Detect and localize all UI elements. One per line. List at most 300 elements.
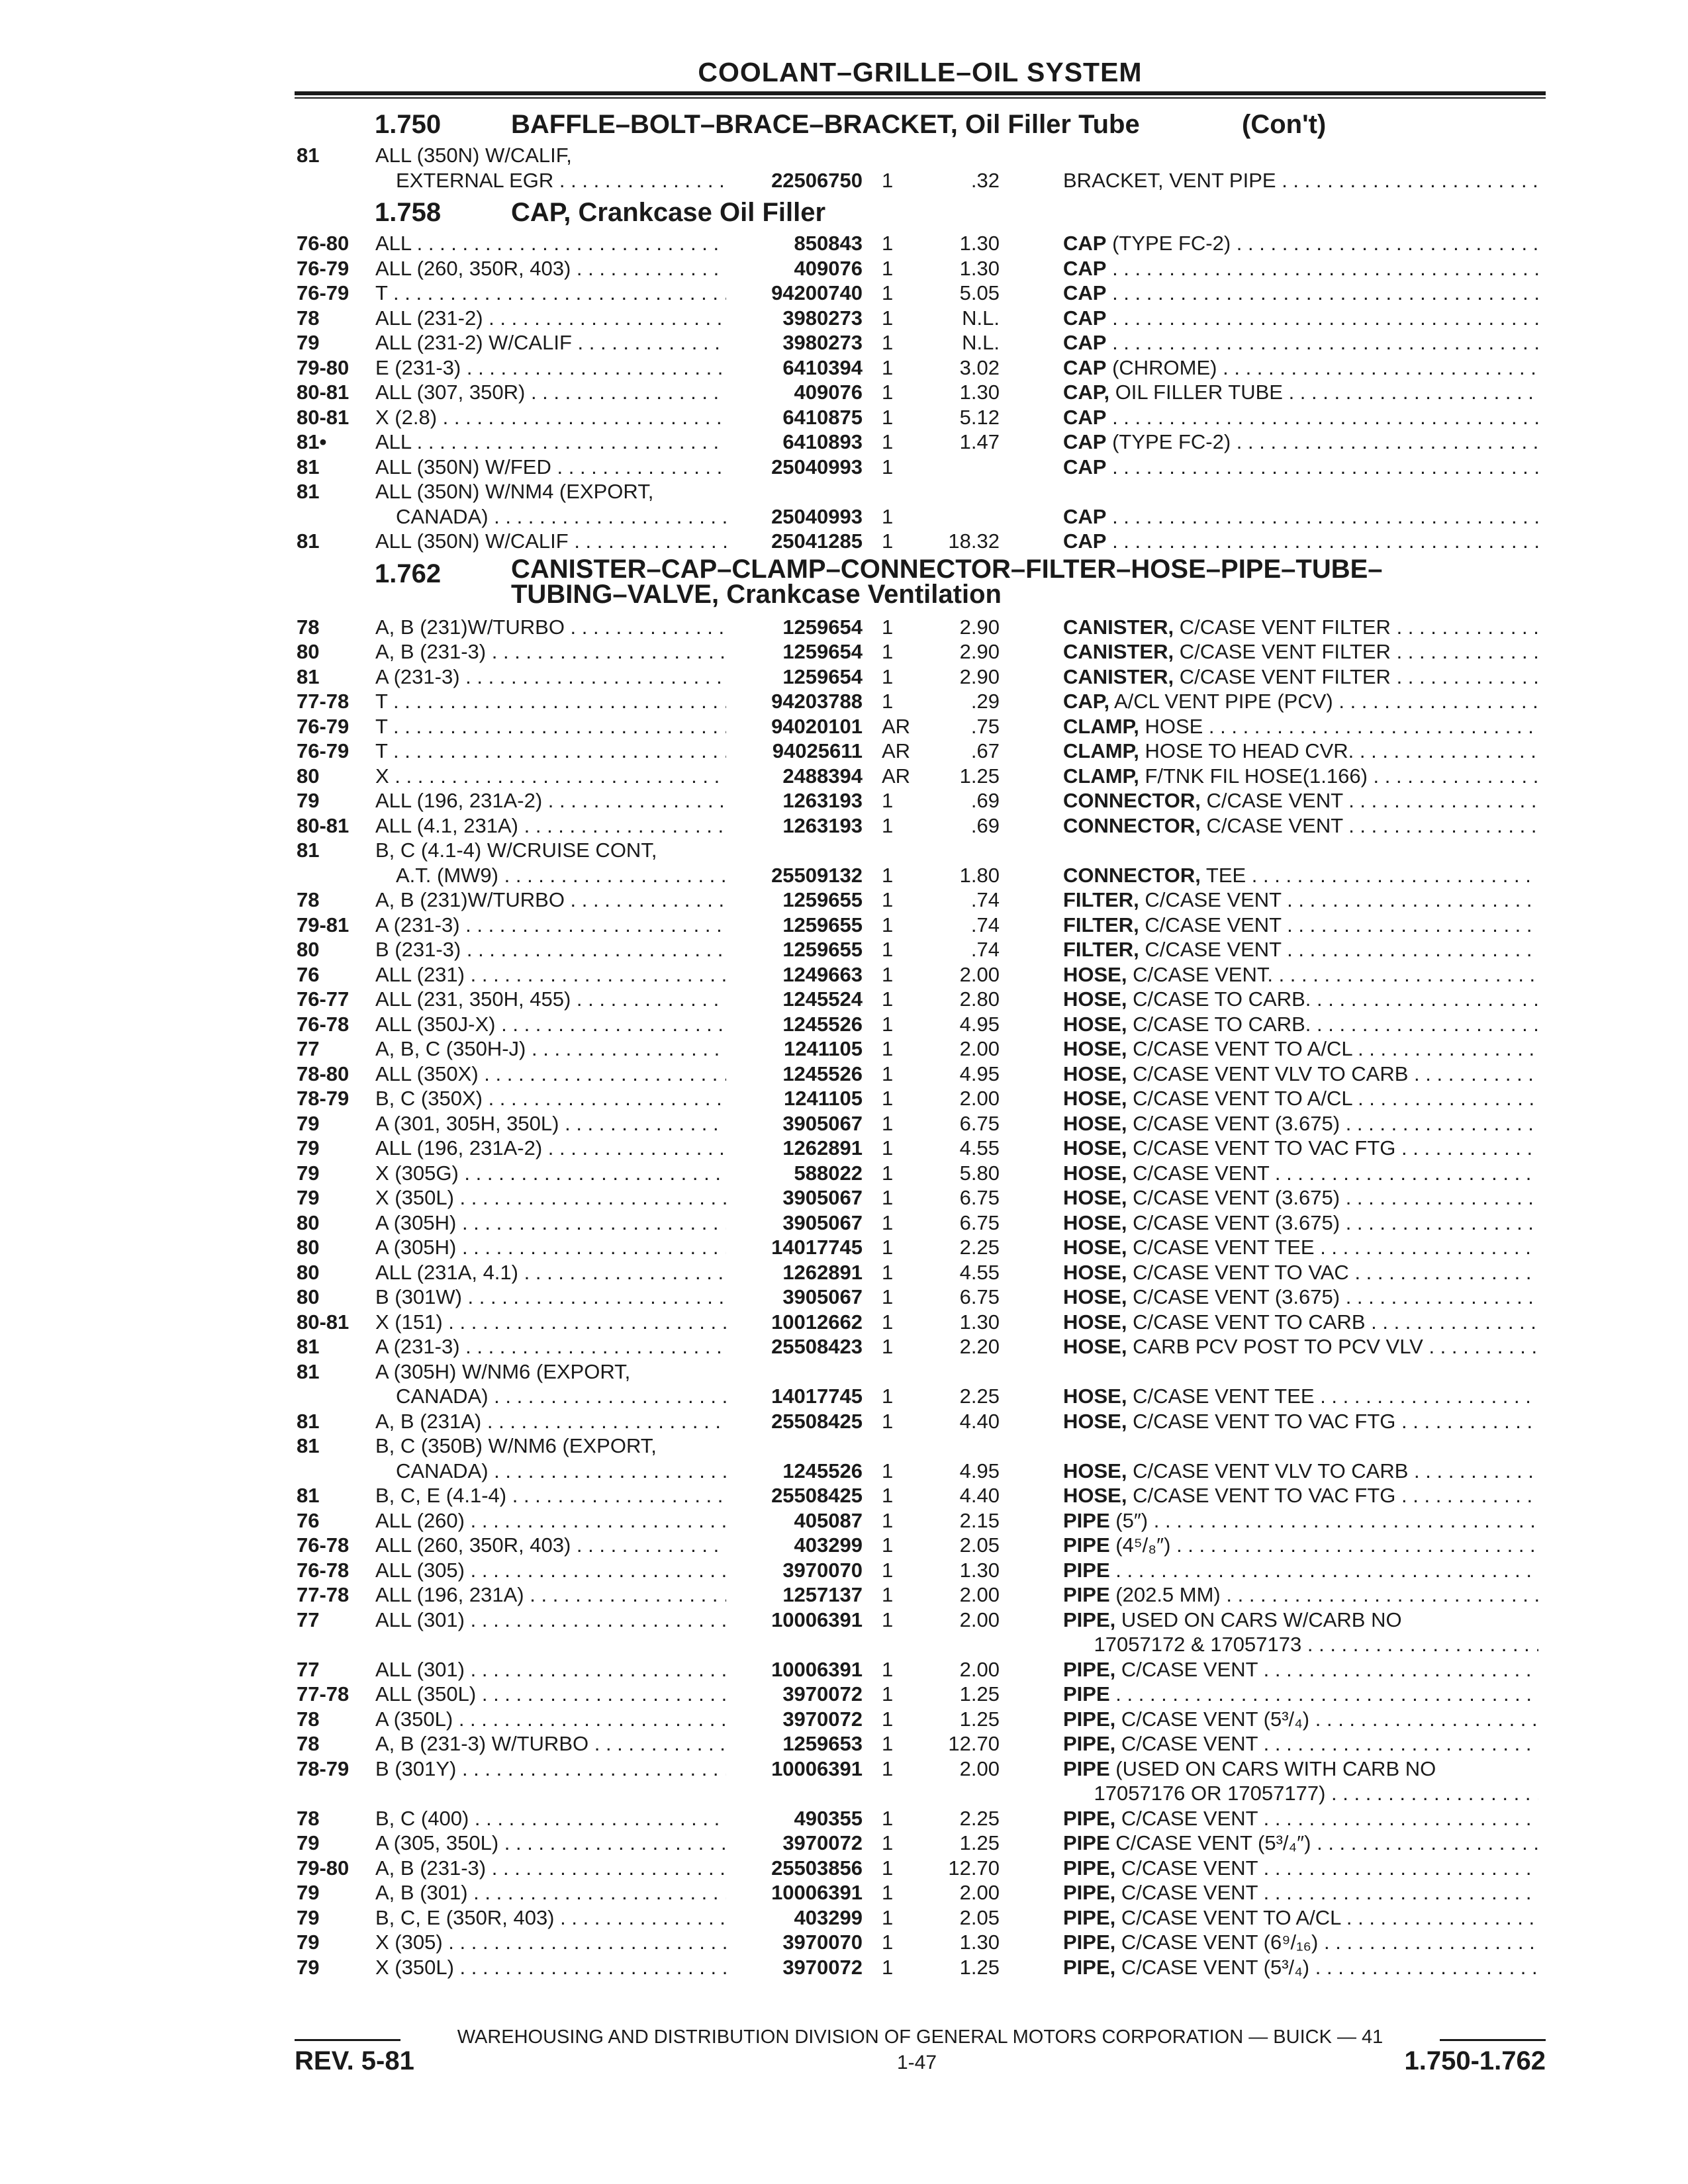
section-title-line: CANISTER–CAP–CLAMP–CONNECTOR–FILTER–HOSE–PIPE–TUBE– [511, 554, 1383, 584]
model-cell: A, B (231A) . . . [375, 1409, 726, 1434]
parts-row [0, 405, 1688, 430]
description-cell [1063, 281, 1538, 306]
part-number-cell: 409076 [794, 381, 863, 404]
year-cell: 80 [297, 640, 320, 663]
description-text: C/CASE VENT (5³/₄) [1115, 1955, 1310, 1979]
description-text: C/CASE VENT VLV TO CARB [1127, 1459, 1409, 1482]
description-text: (TYPE FC-2) [1106, 232, 1231, 255]
description-cell [1063, 430, 1538, 455]
model-cell: ALL (350N) W/CALIF . . . [375, 529, 726, 554]
description-text: C/CASE VENT (3.675) [1127, 1285, 1340, 1308]
price-cell: 4.55 [959, 1260, 1000, 1284]
parts-row [0, 962, 1688, 987]
section-header [0, 193, 1688, 231]
description-cell [1063, 739, 1538, 764]
price-cell: 2.20 [959, 1335, 1000, 1358]
year-cell: 80 [297, 938, 320, 961]
quantity-cell: 1 [882, 1062, 894, 1085]
parts-row [0, 1880, 1688, 1905]
part-number-cell: 1263193 [782, 813, 863, 837]
description-text: C/CASE VENT [1139, 913, 1282, 936]
description-keyword: CANISTER, [1063, 664, 1174, 688]
model-cell: ALL (231A, 4.1) . . . [375, 1260, 726, 1285]
description-cell [1063, 529, 1538, 554]
quantity-cell: 1 [882, 690, 894, 713]
quantity-cell: 1 [882, 232, 894, 255]
year-cell: 79-80 [297, 355, 350, 379]
model-cell: A, B (231)W/TURBO . . . [375, 615, 726, 640]
part-number-cell: 25040993 [771, 504, 863, 528]
description-cell [1063, 405, 1538, 430]
model-cell: A (305H) W/NM6 (EXPORT, [375, 1359, 631, 1383]
year-cell: 81 [297, 1409, 320, 1433]
description-cell [1063, 504, 1538, 529]
description-keyword: PIPE, [1063, 1657, 1116, 1681]
model-cell: B, C (4.1-4) W/CRUISE CONT, [375, 839, 657, 862]
model-cell: ALL (350J-X) . . . [375, 1012, 726, 1037]
description-text: C/CASE VENT VLV TO CARB [1127, 1062, 1409, 1085]
model-cell: ALL (301) . . . [375, 1657, 726, 1682]
description-cell [1063, 1334, 1538, 1359]
quantity-cell: 1 [882, 888, 894, 911]
description-text: C/CASE VENT [1115, 1732, 1258, 1755]
section-title [511, 198, 825, 228]
year-cell: 80-81 [297, 1310, 350, 1334]
quantity-cell: 1 [882, 1236, 894, 1259]
parts-row [0, 430, 1688, 455]
price-cell: 4.40 [959, 1484, 1000, 1507]
footer-publisher: WAREHOUSING AND DISTRIBUTION DIVISION OF GENERAL MOTORS CORPORATION — BUICK — 41 [457, 2026, 1383, 2048]
section-title [511, 110, 1140, 140]
parts-row [0, 838, 1688, 863]
model-cell: B, C (350B) W/NM6 (EXPORT, [375, 1434, 657, 1457]
description-keyword: CONNECTOR, [1063, 813, 1201, 837]
part-number-cell: 22506750 [771, 168, 863, 192]
model-cell: ALL (231-2) W/CALIF . . . [375, 330, 726, 355]
quantity-cell: 1 [882, 405, 894, 429]
part-number-cell: 25508423 [771, 1335, 863, 1358]
quantity-cell: AR [882, 714, 911, 738]
parts-row [0, 1384, 1688, 1409]
description-keyword: FILTER, [1063, 938, 1139, 961]
part-number-cell: 94200740 [771, 281, 863, 304]
price-cell: 2.05 [959, 1533, 1000, 1557]
description-keyword: CAP [1063, 405, 1107, 429]
description-text: (202.5 MM) [1109, 1583, 1221, 1606]
model-cell: X (350L) . . . [375, 1955, 726, 1980]
description-keyword: PIPE, [1063, 1931, 1116, 1954]
price-cell: .29 [970, 690, 1000, 713]
part-number-cell: 3970070 [782, 1558, 863, 1582]
price-cell: 5.05 [959, 281, 1000, 304]
part-number-cell: 10006391 [771, 1657, 863, 1681]
model-cell: X (350L) . . . [375, 1185, 726, 1210]
price-cell: 4.95 [959, 1062, 1000, 1085]
description-keyword: HOSE, [1063, 1136, 1127, 1160]
parts-row [0, 1161, 1688, 1186]
part-number-cell: 405087 [794, 1508, 863, 1532]
description-cell [1063, 1831, 1538, 1856]
section-header [0, 105, 1688, 143]
description-cell [1063, 330, 1538, 355]
quantity-cell: 1 [882, 1732, 894, 1755]
description-cell [1063, 256, 1538, 281]
description-keyword: HOSE, [1063, 1310, 1127, 1334]
year-cell: 81 [297, 1359, 320, 1383]
parts-row [0, 1459, 1688, 1484]
description-text: C/CASE VENT [1115, 1881, 1258, 1904]
year-cell: 76-79 [297, 256, 350, 280]
quantity-cell: 1 [882, 168, 894, 192]
parts-row [0, 714, 1688, 739]
parts-row [0, 168, 1688, 193]
year-cell: 78 [297, 888, 320, 911]
price-cell: 6.75 [959, 1210, 1000, 1234]
model-cell: ALL (196, 231A-2) . . . [375, 788, 726, 813]
year-cell: 81 [297, 664, 320, 688]
description-text: TEE [1200, 863, 1246, 887]
parts-row [0, 1334, 1688, 1359]
description-cell [1063, 913, 1538, 938]
description-text: C/CASE VENT (5³/₄″) [1109, 1831, 1311, 1854]
description-cell [1063, 788, 1538, 813]
description-text: C/CASE VENT TEE [1127, 1385, 1315, 1408]
parts-row [0, 1756, 1688, 1782]
year-cell: 81 [297, 1434, 320, 1457]
quantity-cell: 1 [882, 1260, 894, 1284]
price-cell: .69 [970, 813, 1000, 837]
price-cell: 12.70 [948, 1732, 1000, 1755]
part-number-cell: 1245524 [782, 987, 863, 1011]
quantity-cell: 1 [882, 1459, 894, 1482]
model-cell: ALL (231-2) . . . [375, 306, 726, 331]
part-number-cell: 3905067 [782, 1210, 863, 1234]
parts-row [0, 330, 1688, 355]
description-cell [1063, 863, 1538, 888]
section-header [0, 554, 1688, 615]
description-keyword: CAP [1063, 331, 1107, 354]
parts-list [0, 105, 1688, 1979]
parts-row [0, 1235, 1688, 1260]
model-cell: A.T. (MW9) . . . [375, 863, 726, 888]
description-keyword: CAP [1063, 306, 1107, 330]
price-cell: 1.30 [959, 1931, 1000, 1954]
parts-row [0, 1111, 1688, 1136]
parts-row [0, 1831, 1688, 1856]
quantity-cell: 1 [882, 1657, 894, 1681]
part-number-cell: 1259654 [782, 615, 863, 639]
description-text: C/CASE VENT TO VAC FTG [1127, 1136, 1396, 1160]
price-cell: N.L. [962, 331, 1000, 354]
parts-row [0, 788, 1688, 813]
year-cell: 78 [297, 1707, 320, 1731]
quantity-cell: 1 [882, 1210, 894, 1234]
quantity-cell: 1 [882, 1558, 894, 1582]
quantity-cell: 1 [882, 1831, 894, 1854]
description-keyword: CLAMP, [1063, 714, 1139, 738]
parts-row [0, 1086, 1688, 1111]
section-title [511, 554, 1383, 609]
year-cell: 77 [297, 1657, 320, 1681]
part-number-cell: 1259654 [782, 640, 863, 663]
description-text: A/CL VENT PIPE (PCV) [1109, 690, 1333, 713]
year-cell: 79 [297, 331, 320, 354]
parts-row [0, 479, 1688, 504]
year-cell: 76-78 [297, 1533, 350, 1557]
model-cell: A (231-3) . . . [375, 913, 726, 938]
model-cell: ALL (260) . . . [375, 1508, 726, 1533]
description-cell [1063, 615, 1538, 640]
year-cell: 81 [297, 455, 320, 478]
description-text: OIL FILLER TUBE [1109, 381, 1283, 404]
price-cell: 4.95 [959, 1459, 1000, 1482]
year-cell: 77 [297, 1608, 320, 1631]
description-text: C/CASE VENT (3.675) [1127, 1186, 1340, 1209]
description-text: C/CASE VENT FILTER [1174, 615, 1391, 639]
year-cell: 76-79 [297, 281, 350, 304]
footer-rule-right [1440, 2039, 1546, 2041]
description-keyword: PIPE, [1063, 1881, 1116, 1904]
model-cell: X (305) . . . [375, 1930, 726, 1955]
year-cell: 77-78 [297, 1682, 350, 1706]
year-cell: 80 [297, 1285, 320, 1308]
price-cell: 1.80 [959, 863, 1000, 887]
model-cell: A (301, 305H, 350L) . . . [375, 1111, 726, 1136]
description-cell [1063, 1707, 1538, 1732]
parts-row [0, 1682, 1688, 1707]
part-number-cell: 25040993 [771, 455, 863, 478]
price-cell: 6.75 [959, 1186, 1000, 1209]
description-keyword: HOSE, [1063, 1335, 1127, 1358]
year-cell: 81 [297, 1484, 320, 1507]
model-cell: E (231-3) . . . [375, 355, 726, 381]
part-number-cell: 1262891 [782, 1260, 863, 1284]
description-cell [1063, 306, 1538, 331]
year-cell: 79 [297, 1186, 320, 1209]
description-cell [1063, 714, 1538, 739]
description-text: C/CASE VENT (6⁹/₁₆) [1115, 1931, 1319, 1954]
year-cell: 79-80 [297, 1856, 350, 1880]
model-cell: T . . . [375, 714, 726, 739]
parts-row [0, 143, 1688, 168]
description-cell [1063, 231, 1538, 256]
description-cell [1063, 1185, 1538, 1210]
description-keyword: CONNECTOR, [1063, 863, 1201, 887]
quantity-cell: 1 [882, 1285, 894, 1308]
description-text: CARB PCV POST TO PCV VLV [1127, 1335, 1423, 1358]
quantity-cell: 1 [882, 938, 894, 961]
description-text: HOSE TO HEAD CVR. [1139, 739, 1354, 762]
parts-row [0, 1285, 1688, 1310]
description-keyword: CANISTER, [1063, 615, 1174, 639]
parts-row [0, 1657, 1688, 1682]
year-cell: 78-80 [297, 1062, 350, 1085]
part-number-cell: 10006391 [771, 1881, 863, 1904]
price-cell: .69 [970, 789, 1000, 812]
year-cell: 80-81 [297, 381, 350, 404]
model-cell: ALL (350N) W/FED . . . [375, 455, 726, 480]
price-cell: 2.90 [959, 615, 1000, 639]
description-cell [1063, 1260, 1538, 1285]
part-number-cell: 1259655 [782, 938, 863, 961]
price-cell: 1.30 [959, 256, 1000, 280]
price-cell: 1.25 [959, 764, 1000, 788]
quantity-cell: AR [882, 764, 911, 788]
part-number-cell: 6410394 [782, 355, 863, 379]
quantity-cell: 1 [882, 381, 894, 404]
parts-row [0, 1359, 1688, 1385]
year-cell: 78 [297, 306, 320, 330]
description-text: C/CASE VENT TO A/CL [1127, 1087, 1352, 1110]
title-rule-thin [295, 97, 1546, 99]
model-cell: B (231-3) . . . [375, 937, 726, 962]
description-cell [1063, 887, 1538, 913]
description-cell [1063, 1558, 1538, 1583]
part-number-cell: 403299 [794, 1905, 863, 1929]
parts-row [0, 863, 1688, 888]
price-cell: 6.75 [959, 1111, 1000, 1135]
description-text: C/CASE VENT TO A/CL [1115, 1905, 1341, 1929]
year-cell: 77-78 [297, 1583, 350, 1606]
description-keyword: PIPE [1063, 1831, 1110, 1854]
description-text: BRACKET, VENT PIPE [1063, 168, 1276, 192]
description-text: C/CASE VENT [1200, 813, 1343, 837]
quantity-cell: 1 [882, 281, 894, 304]
year-cell: 77 [297, 1037, 320, 1060]
description-keyword: CAP [1063, 529, 1107, 553]
part-number-cell: 1245526 [782, 1012, 863, 1036]
price-cell: .75 [970, 714, 1000, 738]
part-number-cell: 3905067 [782, 1186, 863, 1209]
quantity-cell: 1 [882, 962, 894, 986]
quantity-cell: 1 [882, 789, 894, 812]
parts-row [0, 639, 1688, 664]
quantity-cell: 1 [882, 1756, 894, 1780]
year-cell: 80 [297, 764, 320, 788]
parts-row [0, 1210, 1688, 1236]
year-cell: 81 [297, 480, 320, 503]
price-cell: .74 [970, 888, 1000, 911]
description-cell [1063, 168, 1538, 193]
description-keyword: CONNECTOR, [1063, 789, 1201, 812]
price-cell: 1.25 [959, 1682, 1000, 1706]
part-number-cell: 1262891 [782, 1136, 863, 1160]
price-cell: 2.00 [959, 1608, 1000, 1631]
description-cell [1063, 1310, 1538, 1335]
part-number-cell: 25508425 [771, 1409, 863, 1433]
parts-row [0, 380, 1688, 405]
model-cell: X (151) . . . [375, 1310, 726, 1335]
price-cell: 2.00 [959, 1756, 1000, 1780]
price-cell: .32 [970, 168, 1000, 192]
description-cell [1063, 1781, 1538, 1806]
parts-row [0, 1036, 1688, 1062]
part-number-cell: 10006391 [771, 1756, 863, 1780]
model-cell: X (2.8) . . . [375, 405, 726, 430]
description-cell [1063, 1608, 1538, 1633]
quantity-cell: 1 [882, 615, 894, 639]
parts-row [0, 813, 1688, 839]
price-cell: 4.95 [959, 1012, 1000, 1036]
description-cell [1063, 1930, 1538, 1955]
parts-row [0, 987, 1688, 1012]
description-text: (5″) [1109, 1508, 1149, 1532]
parts-row [0, 231, 1688, 256]
quantity-cell: 1 [882, 1905, 894, 1929]
description-keyword: PIPE, [1063, 1732, 1116, 1755]
quantity-cell: 1 [882, 1409, 894, 1433]
description-cell [1063, 1384, 1538, 1409]
description-text: C/CASE VENT [1115, 1806, 1258, 1830]
year-cell: 79 [297, 1161, 320, 1185]
price-cell: .74 [970, 938, 1000, 961]
description-text: C/CASE TO CARB. [1127, 987, 1311, 1011]
part-number-cell: 25503856 [771, 1856, 863, 1880]
description-cell [1063, 664, 1538, 690]
price-cell: 2.25 [959, 1806, 1000, 1830]
parts-row [0, 1012, 1688, 1037]
continued-label: (Con't) [1242, 110, 1327, 139]
description-cell [1063, 1136, 1538, 1161]
parts-row [0, 529, 1688, 554]
description-cell [1063, 1062, 1538, 1087]
parts-row [0, 1409, 1688, 1434]
quantity-cell: 1 [882, 1111, 894, 1135]
description-keyword: HOSE, [1063, 1260, 1127, 1284]
part-number-cell: 2488394 [782, 764, 863, 788]
description-cell [1063, 1806, 1538, 1831]
year-cell: 78 [297, 615, 320, 639]
quantity-cell: 1 [882, 1037, 894, 1060]
year-cell: 76 [297, 962, 320, 986]
price-cell: 4.55 [959, 1136, 1000, 1160]
description-keyword: HOSE, [1063, 1062, 1127, 1085]
description-text: 17057172 & 17057173 [1063, 1633, 1302, 1656]
quantity-cell: 1 [882, 1012, 894, 1036]
description-cell [1063, 1111, 1538, 1136]
year-cell: 76-79 [297, 714, 350, 738]
description-keyword: HOSE, [1063, 1484, 1127, 1507]
description-keyword: HOSE, [1063, 1111, 1127, 1135]
description-text: C/CASE VENT TO VAC FTG [1127, 1409, 1396, 1433]
parts-row [0, 1558, 1688, 1583]
price-cell: N.L. [962, 306, 1000, 330]
description-keyword: HOSE, [1063, 1087, 1127, 1110]
quantity-cell: 1 [882, 640, 894, 663]
quantity-cell: 1 [882, 430, 894, 453]
model-cell: A (305H) . . . [375, 1235, 726, 1260]
description-keyword: FILTER, [1063, 913, 1139, 936]
description-text: C/CASE VENT TO VAC [1127, 1260, 1349, 1284]
description-keyword: CAP, [1063, 690, 1110, 713]
description-cell [1063, 1086, 1538, 1111]
parts-row [0, 455, 1688, 480]
quantity-cell: AR [882, 739, 911, 762]
quantity-cell: 1 [882, 1583, 894, 1606]
quantity-cell: 1 [882, 1881, 894, 1904]
year-cell: 78-79 [297, 1087, 350, 1110]
description-keyword: CAP [1063, 256, 1107, 280]
year-cell: 80-81 [297, 405, 350, 429]
description-keyword: PIPE, [1063, 1955, 1116, 1979]
model-cell: EXTERNAL EGR . . . [375, 168, 726, 193]
description-keyword: PIPE, [1063, 1707, 1116, 1731]
year-cell: 81 [297, 1335, 320, 1358]
description-cell [1063, 937, 1538, 962]
part-number-cell: 3970072 [782, 1955, 863, 1979]
year-cell: 79 [297, 1881, 320, 1904]
price-cell: .67 [970, 739, 1000, 762]
